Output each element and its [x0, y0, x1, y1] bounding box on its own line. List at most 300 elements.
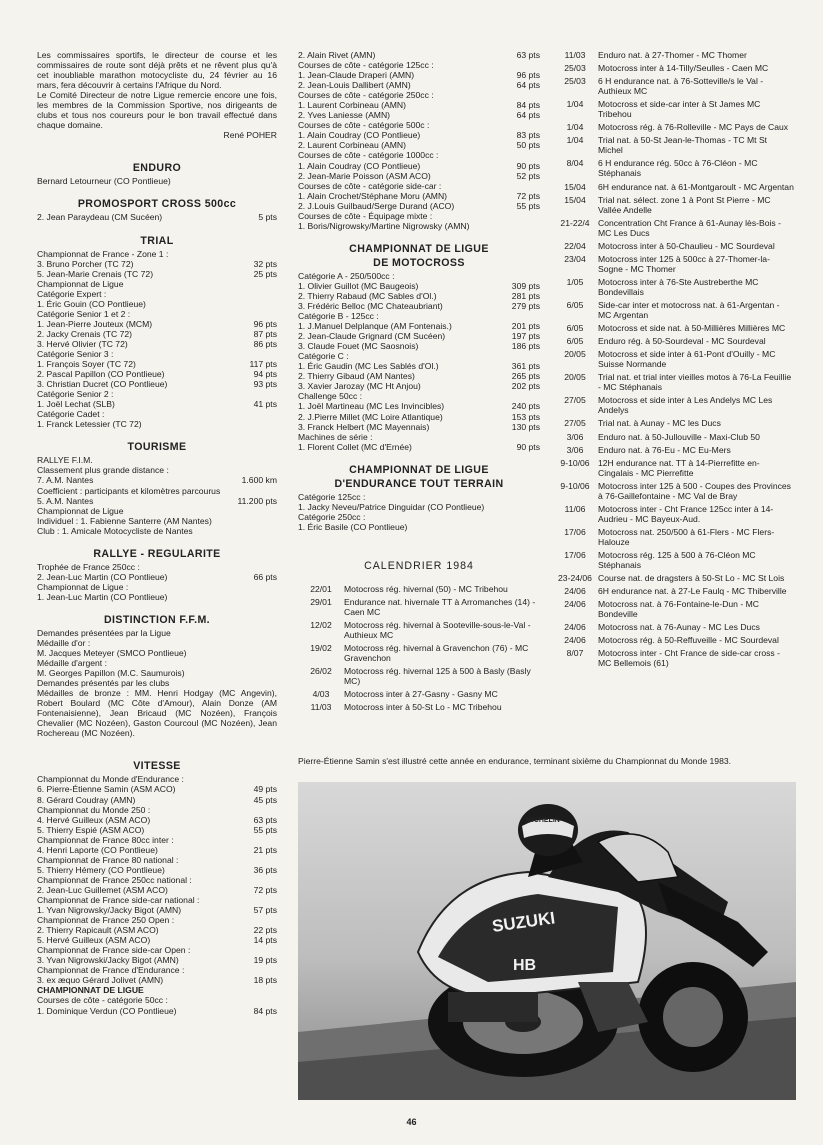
result-points: 66 pts: [253, 571, 277, 582]
text-line: Catégorie Senior 2 :: [37, 389, 114, 400]
calendar-date: 15/04: [564, 181, 586, 192]
calendar-date: 1/05: [566, 276, 584, 287]
text-line: Championnat de France side-car national :: [37, 895, 200, 905]
calendar-date: 24/06: [564, 599, 586, 610]
result-points: 49 pts: [253, 784, 277, 795]
result-row: [298, 130, 540, 140]
result-points: 63 pts: [516, 50, 540, 60]
section-heading: CALENDRIER 1984: [364, 559, 474, 572]
result-points: 63 pts: [253, 814, 277, 825]
calendar-entry: [552, 122, 794, 132]
result-name: 3. ex æquo Gérard Jolivet (AMN): [37, 975, 164, 986]
section-heading: DE MOTOCROSS: [373, 256, 465, 269]
result-points: 11.200 pts: [237, 495, 277, 506]
result-points: 202 pts: [511, 381, 540, 392]
calendar-event: Motocross inter 125 à 500cc à 27-Thomer-la-Sogne - MC Thomer: [598, 253, 770, 274]
calendar-entry: [552, 300, 794, 320]
paragraph: Médailles de bronze : MM. Henri Hodgay (MC Angevin), Robert Boulard (MC Côte d'Amour), Alain Donze (AM Fontenaisienne), Jean Bricaud (MC Nozéen), François Chevalier (MC Nozéen), Gaston Courcoul (MC Nozéen), Jean Rochereau (MC Nozéen).: [37, 688, 277, 739]
result-row: [298, 381, 540, 391]
calendar-entry: [552, 622, 794, 632]
intro-text: [37, 50, 277, 140]
result-points: 14 pts: [253, 935, 277, 946]
calendar-entry: [552, 349, 794, 369]
result-name: 3. Bruno Porcher (TC 72): [37, 258, 134, 269]
result-row: [37, 572, 277, 582]
calendar-date: 26/02: [310, 666, 332, 677]
result-name: 3. Xavier Jarozay (MC Ht Anjou): [298, 381, 421, 392]
calendar-entry: [552, 372, 794, 392]
result-points: 84 pts: [516, 100, 540, 111]
result-points: 186 pts: [511, 341, 540, 352]
section-heading: D'ENDURANCE TOUT TERRAIN: [334, 477, 504, 490]
calendar-event: Endurance nat. hivernale TT à Arromanches (14) - Caen MC: [344, 596, 536, 617]
calendar-date: 1/04: [566, 99, 584, 110]
result-points: 41 pts: [253, 399, 277, 410]
result-name: 5. Jean-Marie Crenais (TC 72): [37, 268, 154, 279]
calendar-event: Enduro rég. à 50-Sourdeval - MC Sourdeval: [598, 336, 766, 347]
calendar-entry: [552, 158, 794, 178]
calendar-date: 3/06: [566, 444, 584, 455]
result-name: 2. Jean-Luc Guillemet (ASM ACO): [37, 884, 168, 895]
calendar-entry: [552, 241, 794, 251]
text-line: M. Jacques Meteyer (SMCO Pontlieue): [37, 648, 187, 659]
calendar-event: 6 H endurance nat. à 76-Sotteville/s le Val - Authieux MC: [598, 76, 764, 97]
result-points: 83 pts: [516, 130, 540, 141]
text-line: Championnat de France 80 national :: [37, 854, 179, 865]
text-line: Catégorie B - 125cc :: [298, 311, 379, 322]
calendar-date: 4/03: [312, 689, 330, 700]
result-row: [298, 161, 540, 171]
result-row: [37, 269, 277, 279]
calendar-date: 9-10/06: [560, 480, 590, 491]
result-name: 8. Gérard Coudray (AMN): [37, 794, 136, 805]
result-points: 96 pts: [253, 318, 277, 329]
result-row: [37, 955, 277, 965]
calendar-event: Motocross nat. 250/500 à 61-Flers - MC Flers-Halouze: [598, 526, 775, 547]
calendar-date: 6/05: [566, 336, 584, 347]
calendar-event: Motocross rég. hivernal 125 à 500 à Basly (Basly MC): [344, 666, 531, 687]
calendar-event: Enduro nat. à 76-Eu - MC Eu-Mers: [598, 444, 731, 455]
text-line: RALLYE F.I.M.: [37, 455, 93, 466]
result-row: [37, 339, 277, 349]
result-points: 153 pts: [511, 411, 540, 422]
calendar-entry: [552, 599, 794, 619]
section-heading: PROMOSPORT CROSS 500cc: [77, 198, 237, 211]
calendar-date: 23/04: [564, 253, 586, 264]
calendar-entry: [298, 584, 540, 594]
calendar-date: 9-10/06: [560, 457, 590, 468]
calendar-left: [298, 584, 540, 713]
calendar-event: Motocross rég. à 76-Rolleville - MC Pays de Caux: [598, 122, 789, 133]
signature: René POHER: [223, 130, 277, 141]
calendar-right: [552, 50, 794, 668]
result-row: [298, 341, 540, 351]
calendar-entry: [298, 643, 540, 663]
calendar-entry: [552, 395, 794, 415]
text-line: Trophée de France 250cc :: [37, 561, 140, 572]
result-row: [298, 171, 540, 181]
text-line: Championnat de France 80cc inter :: [37, 834, 174, 845]
text-line: Championnat de France side-car Open :: [37, 945, 191, 956]
text-line: 1. Éric Gouin (CO Pontlieue): [37, 298, 146, 309]
calendar-date: 27/05: [564, 418, 586, 429]
result-row: [37, 975, 277, 985]
result-points: 64 pts: [516, 110, 540, 121]
calendar-event: Motocross rég. à 50-Reffuveille - MC Sourdeval: [598, 635, 779, 646]
result-points: 55 pts: [253, 824, 277, 835]
text-line: Individuel : 1. Fabienne Santerre (AM Nantes): [37, 515, 212, 526]
calendar-event: Trial nat. et trial inter vieilles motos à 76-La Feuillie - MC Stéphanais: [598, 372, 792, 393]
text-line: Championnat du Monde 250 :: [37, 804, 151, 815]
results-left: [37, 162, 277, 1015]
calendar-event: 12H endurance nat. TT à 14-Pierrefitte en-Cingalais - MC Pierrefitte: [598, 457, 760, 478]
text-line: Machines de série :: [298, 431, 373, 442]
result-row: [298, 80, 540, 90]
result-name: 2. Jean-Marie Poisson (ASM ACO): [298, 170, 431, 181]
result-row: [298, 110, 540, 120]
calendar-event: Trial nat. à 50-St Jean-le-Thomas - TC Mt St Michel: [598, 135, 768, 156]
result-points: 281 pts: [511, 290, 540, 301]
calendar-entry: [552, 336, 794, 346]
result-row: [298, 201, 540, 211]
result-row: [298, 281, 540, 291]
calendar-entry: [552, 76, 794, 96]
text-line: Championnat de Ligue :: [37, 581, 129, 592]
result-name: 1. François Soyer (TC 72): [37, 359, 136, 370]
result-name: 1. Alain Crochet/Stéphane Moru (AMN): [298, 190, 448, 201]
hb-logo: HB: [513, 957, 537, 974]
result-row: [298, 361, 540, 371]
section-heading: VITESSE: [133, 760, 181, 773]
result-row: [37, 885, 277, 895]
motorcycle-racer-image: [298, 782, 796, 1100]
result-name: 1. Florent Collet (MC d'Ernée): [298, 441, 412, 452]
calendar-event: Motocross inter à 50-Chaulieu - MC Sourdeval: [598, 240, 775, 251]
calendar-entry: [552, 458, 794, 478]
result-points: 93 pts: [253, 379, 277, 390]
calendar-event: Motocross inter à 14-Tilly/Seulles - Caen MC: [598, 63, 769, 74]
calendar-event: Motocross et side inter à Les Andelys MC Les Andelys: [598, 395, 773, 416]
text-line: M. Georges Papillon (M.C. Saumurois): [37, 668, 185, 679]
result-points: 117 pts: [249, 359, 277, 370]
calendar-event: Motocross inter 125 à 500 - Coupes des Provinces à 76-Gaillefontaine - MC Val de Bray: [598, 480, 791, 501]
result-name: 1. Alain Coudray (CO Pontlieue): [298, 160, 421, 171]
result-name: 2. Jean-Claude Grignard (CM Sucéen): [298, 331, 446, 342]
result-row: [298, 401, 540, 411]
result-name: 2. Thierry Gibaud (AM Nantes): [298, 371, 415, 382]
result-row: [37, 475, 277, 485]
calendar-date: 1/04: [566, 122, 584, 133]
result-row: [37, 379, 277, 389]
result-name: 2. Pascal Papillon (CO Pontlieue): [37, 369, 165, 380]
result-row: [37, 369, 277, 379]
text-line: Courses de côte - catégorie 500c :: [298, 120, 430, 131]
calendar-entry: [552, 481, 794, 501]
result-name: 2. J.Louis Guilbaud/Serge Durand (ACO): [298, 200, 455, 211]
calendar-event: 6H endurance nat. à 61-Montgaroult - MC Argentan: [598, 181, 794, 192]
text-line: Championnat de France 250cc national :: [37, 874, 192, 885]
calendar-entry: [552, 586, 794, 596]
text-line: Médaille d'argent :: [37, 658, 107, 669]
result-name: 1. Olivier Guillot (MC Baugeois): [298, 280, 419, 291]
calendar-entry: [552, 445, 794, 455]
result-points: 72 pts: [516, 190, 540, 201]
calendar-entry: [552, 527, 794, 547]
calendar-event: Enduro nat. à 50-Jullouville - Maxi-Club 50: [598, 431, 760, 442]
text-line: Catégorie 250cc :: [298, 511, 366, 522]
result-points: 1.600 km: [241, 475, 277, 486]
result-points: 279 pts: [511, 300, 540, 311]
text-line: Courses de côte - catégorie 250cc :: [298, 90, 434, 101]
result-name: 2. Laurent Corbineau (AMN): [298, 140, 406, 151]
result-row: [298, 422, 540, 432]
result-points: 45 pts: [253, 794, 277, 805]
calendar-date: 27/05: [564, 395, 586, 406]
calendar-date: 17/06: [564, 549, 586, 560]
result-name: 5. Thierry Hémery (CO Pontlieue): [37, 864, 165, 875]
calendar-event: Motocross inter - Cht France de side-car cross - MC Bellemois (61): [598, 648, 780, 669]
result-row: [37, 1006, 277, 1016]
section-heading: TOURISME: [127, 441, 187, 454]
text-line: Championnat de Ligue: [37, 278, 124, 289]
calendar-event: Motocross et side-car inter à St James MC Tribehou: [598, 99, 761, 120]
result-points: 96 pts: [516, 70, 540, 81]
calendar-date: 1/04: [566, 135, 584, 146]
text-line: Courses de côte - catégorie 1000cc :: [298, 150, 439, 161]
result-name: 1. Laurent Corbineau (AMN): [298, 100, 406, 111]
column-right: [552, 50, 794, 671]
result-row: [298, 301, 540, 311]
calendar-event: Motocross et side nat. à 50-Millières Millières MC: [598, 323, 786, 334]
result-row: [298, 100, 540, 110]
calendar-date: 20/05: [564, 372, 586, 383]
result-name: 1. Éric Gaudin (MC Les Sablés d'Ol.): [298, 361, 439, 372]
section-heading: ENDURO: [132, 162, 182, 175]
intro-paragraph: Le Comité Directeur de notre Ligue remercie encore une fois, les membres de la Commission Sportive, nos dirigeants de clubs et tous nos coureurs pour le bon travail effectué dans chaque domaine.: [37, 90, 277, 131]
result-name: 2. Jean-Luc Martin (CO Pontlieue): [37, 571, 168, 582]
result-name: 1. Joël Martineau (MC Les Invincibles): [298, 401, 445, 412]
result-name: 3. Claude Fouet (MC Saosnois): [298, 341, 419, 352]
text-line: 1. Franck Letessier (TC 72): [37, 419, 142, 430]
calendar-event: Concentration Cht France à 61-Aunay lès-Bois - MC Les Ducs: [598, 217, 781, 238]
result-points: 32 pts: [253, 258, 277, 269]
calendar-date: 29/01: [310, 596, 332, 607]
result-row: [37, 935, 277, 945]
photo-caption: Pierre-Étienne Samin s'est illustré cette année en endurance, terminant sixième du Championnat du Monde 1983.: [298, 756, 732, 766]
motorcycle-photo: [298, 782, 796, 1100]
result-row: [298, 412, 540, 422]
calendar-event: Side-car inter et motocross nat. à 61-Argentan - MC Argentan: [598, 299, 780, 321]
result-row: [298, 140, 540, 150]
result-name: 3. Christian Ducret (CO Pontlieue): [37, 379, 168, 390]
calendar-date: 22/01: [310, 583, 332, 594]
calendar-event: Motocross rég. hivernal à Sooteville-sous-le-Val - Authieux MC: [344, 620, 531, 641]
column-left: [37, 50, 277, 1016]
text-line: Catégorie 125cc :: [298, 491, 366, 502]
text-line: Championnat de Ligue: [37, 505, 124, 516]
text-line: Classement plus grande distance :: [37, 465, 169, 476]
calendar-entry: [552, 418, 794, 428]
calendar-entry: [298, 702, 540, 712]
result-name: 2. Yves Laniesse (AMN): [298, 110, 391, 121]
result-row: [37, 359, 277, 369]
calendar-entry: [552, 277, 794, 297]
calendar-event: Motocross rég. hivernal à Gravenchon (76) - MC Gravenchon: [344, 643, 529, 664]
calendar-date: 6/05: [566, 323, 584, 334]
calendar-entry: [552, 432, 794, 442]
calendar-entry: [298, 666, 540, 686]
calendar-date: 22/04: [564, 240, 586, 251]
calendar-date: 20/05: [564, 349, 586, 360]
result-name: 1. Jean-Claude Draperi (AMN): [298, 70, 415, 81]
calendar-date: 8/07: [566, 648, 584, 659]
text-line: Catégorie Expert :: [37, 288, 107, 299]
result-points: 52 pts: [516, 170, 540, 181]
calendar-date: 11/06: [564, 503, 586, 514]
result-row: [37, 496, 277, 506]
text-line: Championnat de France - Zone 1 :: [37, 248, 169, 259]
calendar-entry: [552, 135, 794, 155]
result-points: 265 pts: [511, 371, 540, 382]
result-name: 1. Alain Coudray (CO Pontlieue): [298, 130, 421, 141]
calendar-entry: [552, 254, 794, 274]
result-name: 3. Hervé Olivier (TC 72): [37, 338, 128, 349]
result-points: 22 pts: [253, 925, 277, 936]
result-row: [298, 70, 540, 80]
calendar-entry: [552, 323, 794, 333]
result-name: 3. Yvan Nigrowski/Jacky Bigot (AMN): [37, 955, 179, 966]
result-name: 5. A.M. Nantes: [37, 495, 94, 506]
calendar-date: 24/06: [564, 586, 586, 597]
result-points: 130 pts: [511, 421, 540, 432]
section-heading: DISTINCTION F.F.M.: [103, 613, 211, 626]
result-points: 309 pts: [511, 280, 540, 291]
calendar-date: 24/06: [564, 622, 586, 633]
result-row: [37, 865, 277, 875]
result-name: 2. Thierry Rapicault (ASM ACO): [37, 925, 159, 936]
calendar-event: Motocross inter à 50-St Lo - MC Tribehou: [344, 702, 502, 713]
calendar-entry: [298, 620, 540, 640]
michelin-logo: MICHELIN: [526, 817, 560, 824]
calendar-event: 6H endurance nat. à 27-Le Faulq - MC Thiberville: [598, 586, 787, 597]
result-row: [37, 259, 277, 269]
calendar-event: Motocross nat. à 76-Aunay - MC Les Ducs: [598, 622, 760, 633]
calendar-entry: [552, 573, 794, 583]
result-points: 50 pts: [516, 140, 540, 151]
result-row: [298, 50, 540, 60]
result-row: [37, 825, 277, 835]
calendar-date: 19/02: [310, 643, 332, 654]
results-middle: [298, 50, 540, 572]
text-line: CHAMPIONNAT DE LIGUE: [37, 985, 144, 996]
result-row: [37, 212, 277, 222]
calendar-event: Motocross et side inter à 61-Pont d'Ouilly - MC Suisse Normande: [598, 349, 776, 370]
result-points: 57 pts: [253, 905, 277, 916]
text-line: Coefficient : participants et kilomètres parcourus: [37, 485, 221, 496]
result-points: 72 pts: [253, 884, 277, 895]
calendar-date: 17/06: [564, 526, 586, 537]
result-points: 201 pts: [511, 321, 540, 332]
section-heading: CHAMPIONNAT DE LIGUE: [349, 463, 489, 476]
calendar-entry: [552, 635, 794, 645]
result-points: 55 pts: [516, 200, 540, 211]
calendar-event: Motocross rég. hivernal (50) - MC Tribehou: [344, 583, 508, 594]
result-name: 1. Jean-Pierre Jouteux (MCM): [37, 318, 153, 329]
result-row: [37, 784, 277, 794]
text-line: Championnat du Monde d'Endurance :: [37, 774, 184, 785]
calendar-date: 12/02: [310, 620, 332, 631]
calendar-date: 11/03: [564, 50, 586, 60]
section-heading: TRIAL: [140, 234, 174, 247]
text-line: 1. Éric Basile (CO Pontlieue): [298, 521, 408, 532]
calendar-date: 3/06: [566, 431, 584, 442]
calendar-event: Motocross inter - Cht France 125cc inter à 14-Audrieu - MC Bayeux-Aud.: [598, 503, 774, 524]
calendar-date: 15/04: [564, 194, 586, 205]
result-name: 2. Jacky Crenais (TC 72): [37, 328, 133, 339]
result-row: [298, 321, 540, 331]
calendar-entry: [552, 99, 794, 119]
text-line: Demandes présentés par les clubs: [37, 678, 170, 689]
calendar-event: Motocross nat. à 76-Fontaine-le-Dun - MC Bondeville: [598, 599, 759, 620]
text-line: Courses de côte - catégorie side-car :: [298, 180, 442, 191]
column-middle: [298, 50, 540, 715]
text-line: Catégorie Senior 1 et 2 :: [37, 308, 131, 319]
text-line: Challenge 50cc :: [298, 391, 363, 402]
calendar-entry: [552, 550, 794, 570]
intro-paragraph: Les commissaires sportifs, le directeur de course et les commissaires de route sont déjà prêts et ne rêvent plus qu'à cet inoubliable marathon motocycliste du, 24 février au 16 mars, fera découvrir à certains l'Afrique du Nord.: [37, 50, 277, 91]
calendar-date: 25/03: [564, 76, 586, 87]
calendar-entry: [552, 195, 794, 215]
result-name: 2. Alain Rivet (AMN): [298, 50, 376, 60]
result-points: 84 pts: [253, 1005, 277, 1016]
result-name: 5. Hervé Guilleux (ASM ACO): [37, 935, 151, 946]
calendar-entry: [298, 689, 540, 699]
calendar-event: Enduro nat. à 27-Thomer - MC Thomer: [598, 50, 747, 60]
calendar-event: Motocross inter à 76-Ste Austreberthe MC Bondevillais: [598, 276, 759, 297]
section-heading: CHAMPIONNAT DE LIGUE: [349, 242, 489, 255]
calendar-date: 23-24/06: [558, 573, 592, 584]
result-name: 1. J.Manuel Delplanque (AM Fontenais.): [298, 321, 452, 332]
text-line: Demandes présentées par la Ligue: [37, 627, 171, 638]
text-line: Catégorie A - 250/500cc :: [298, 270, 395, 281]
calendar-event: Motocross inter à 27-Gasny - Gasny MC: [344, 689, 498, 700]
result-row: [37, 815, 277, 825]
text-line: Courses de côte - Équipage mixte :: [298, 210, 433, 221]
calendar-date: 25/03: [564, 63, 586, 74]
result-name: 2. Jean-Louis Dallibert (AMN): [298, 80, 411, 91]
calendar-entry: [552, 50, 794, 60]
result-name: 7. A.M. Nantes: [37, 475, 94, 486]
result-points: 90 pts: [516, 160, 540, 171]
result-points: 87 pts: [253, 328, 277, 339]
text-line: Catégorie Cadet :: [37, 409, 105, 420]
result-points: 25 pts: [253, 268, 277, 279]
result-name: 2. Thierry Rabaud (MC Sables d'Ol.): [298, 290, 437, 301]
result-points: 86 pts: [253, 338, 277, 349]
result-name: 2. Jean Paraydeau (CM Sucéen): [37, 212, 163, 223]
calendar-entry: [552, 504, 794, 524]
text-line: Championnat de France 250 Open :: [37, 915, 175, 926]
calendar-date: 6/05: [566, 299, 584, 310]
text-line: 1. Jean-Luc Martin (CO Pontlieue): [37, 591, 168, 602]
text-line: 1. Boris/Nigrowsky/Martine Nigrowsky (AMN): [298, 220, 470, 231]
result-row: [298, 331, 540, 341]
text-line: Courses de côte - catégorie 50cc :: [37, 995, 168, 1006]
result-row: [37, 845, 277, 855]
result-points: 197 pts: [511, 331, 540, 342]
result-row: [298, 442, 540, 452]
result-points: 64 pts: [516, 80, 540, 91]
